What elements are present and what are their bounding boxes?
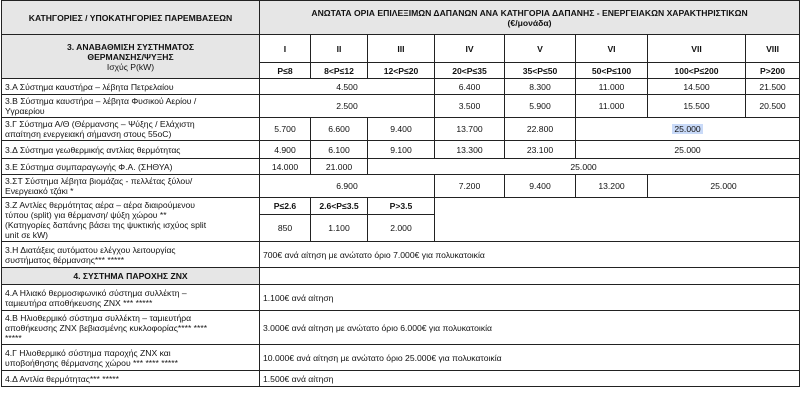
- row-3c-i: 5.700: [260, 118, 311, 141]
- row-3z-empty: [435, 198, 800, 242]
- row-4b: [2, 311, 800, 345]
- header-categories: ΚΑΤΗΓΟΡΙΕΣ / ΥΠΟΚΑΤΗΓΟΡΙΕΣ ΠΑΡΕΜΒΑΣΕΩΝ: [2, 1, 260, 35]
- row-3e: [2, 159, 800, 175]
- row-3z-v1: 850: [260, 215, 311, 242]
- row-3z-h3: P>3.5: [368, 198, 435, 215]
- row-3a-v: 8.300: [505, 79, 576, 95]
- row-3z: [2, 198, 800, 215]
- row-3b-iv: 3.500: [435, 95, 505, 118]
- row-3e-i: 14.000: [260, 159, 311, 175]
- row-3st-vii-viii: 25.000: [648, 175, 800, 198]
- range-V: 35<P≤50: [505, 63, 576, 79]
- row-3z-v2: 1.100: [311, 215, 368, 242]
- row-4b-label: 4.Β Ηλιοθερμικό σύστημα συλλέκτη – ταμιευτήρα αποθήκευσης ΖΝΧ βεβιασμένης κυκλοφορίας**** **** *****: [2, 311, 260, 345]
- row-3st-iv: 7.200: [435, 175, 505, 198]
- row-3st-v: 9.400: [505, 175, 576, 198]
- power-label: Ισχύς P(kW): [106, 61, 155, 72]
- row-3d-iii: 9.100: [368, 141, 435, 159]
- class-II: II: [311, 35, 368, 63]
- range-II: 8<P≤12: [311, 63, 368, 79]
- section3-title: 3. ΑΝΑΒΑΘΜΙΣΗ ΣΥΣΤΗΜΑΤΟΣ ΘΕΡΜΑΝΣΗΣ/ΨΥΞΗΣ Ισχύς P(kW): [2, 35, 260, 79]
- row-3a-viii: 21.500: [746, 79, 800, 95]
- row-3h-label: 3.Η Διατάξεις αυτόματου ελέγχου λειτουργίας συστήματος θέρμανσης*** *****: [2, 242, 260, 268]
- range-VII: 100<P≤200: [648, 63, 746, 79]
- row-3h-value: 700€ ανά αίτηση με ανώτατο όριο 7.000€ για πολυκατοικία: [260, 242, 800, 268]
- row-3b-i-iii: 2.500: [260, 95, 435, 118]
- row-4c-value: 10.000€ ανά αίτηση με ανώτατο όριο 25.000€ για πολυκατοικία: [260, 345, 800, 371]
- row-3a-label: 3.Α Σύστημα καυστήρα – λέβητα Πετρελαίου: [2, 79, 260, 95]
- row-3b-vi: 11.000: [576, 95, 648, 118]
- row-3b: [2, 95, 800, 118]
- row-4d-label: 4.Δ Αντλία θερμότητας*** *****: [2, 371, 260, 387]
- row-3d-i: 4.900: [260, 141, 311, 159]
- row-3d-label: 3.Δ Σύστημα γεωθερμικής αντλίας θερμότητας: [2, 141, 260, 159]
- row-3d-v: 23.100: [505, 141, 576, 159]
- row-4a-label: 4.Α Ηλιακό θερμοσιφωνικό σύστημα συλλέκτη – ταμιευτήρα αποθήκευσης ΖΝΧ *** *****: [2, 285, 260, 311]
- row-3c-vi-viii: 25.000: [576, 118, 800, 141]
- row-3d-iv: 13.300: [435, 141, 505, 159]
- row-3c-iii: 9.400: [368, 118, 435, 141]
- row-3a: [2, 79, 800, 95]
- class-VI: VI: [576, 35, 648, 63]
- row-4b-value: 3.000€ ανά αίτηση με ανώτατο όριο 6.000€ για πολυκατοικία: [260, 311, 800, 345]
- row-4a-value: 1.100€ ανά αίτηση: [260, 285, 800, 311]
- row-3st-i-iii: 6.900: [260, 175, 435, 198]
- class-IV: IV: [435, 35, 505, 63]
- row-3z-v3: 2.000: [368, 215, 435, 242]
- row-3st-vi: 13.200: [576, 175, 648, 198]
- row-4d: [2, 371, 800, 387]
- row-3b-v: 5.900: [505, 95, 576, 118]
- row-3d: [2, 141, 800, 159]
- row-3z-label: 3.Ζ Αντλίες θερμότητας αέρα – αέρα διαιρούμενου τύπου (split) για θέρμανση/ ψύξη χώρου ** (Κατηγορίες δαπάνης βάσει της ψυκτικής ισχύος split unit σε kW): [2, 198, 260, 242]
- row-3c-label: 3.Γ Σύστημα Α/Θ (Θέρμανσης – Ψύξης / Ελάχιστη απαίτηση ενεργειακή σήμανση στους 55oC): [2, 118, 260, 141]
- row-3b-viii: 20.500: [746, 95, 800, 118]
- row-3a-vii: 14.500: [648, 79, 746, 95]
- row-4a: [2, 285, 800, 311]
- row-3st-label: 3.ΣΤ Σύστημα λέβητα βιομάζας - πελλέτας ξύλου/ Ενεργειακό τζάκι *: [2, 175, 260, 198]
- subsidy-limits-table: [1, 0, 800, 387]
- row-3z-h2: 2.6<P≤3.5: [311, 198, 368, 215]
- row-3c: [2, 118, 800, 141]
- row-3d-ii: 6.100: [311, 141, 368, 159]
- row-3st: [2, 175, 800, 198]
- row-3e-rest: 25.000: [368, 159, 800, 175]
- row-3z-h1: P≤2.6: [260, 198, 311, 215]
- row-3b-label: 3.Β Σύστημα καυστήρα – λέβητα Φυσικού Αερίου / Υγραερίου: [2, 95, 260, 118]
- row-3c-iv: 13.700: [435, 118, 505, 141]
- row-4c: [2, 345, 800, 371]
- row-3h: [2, 242, 800, 268]
- section4-title: 4. ΣΥΣΤΗΜΑ ΠΑΡΟΧΗΣ ΖΝΧ: [2, 268, 260, 285]
- header-limits-unit: (€/μονάδα): [507, 17, 552, 28]
- row-3a-i-iii: 4.500: [260, 79, 435, 95]
- range-VI: 50<P≤100: [576, 63, 648, 79]
- class-VIII: VIII: [746, 35, 800, 63]
- row-4c-label: 4.Γ Ηλιοθερμικό σύστημα παροχής ΖΝΧ και υποβοήθησης θέρμανσης χώρου *** **** *****: [2, 345, 260, 371]
- row-3b-vii: 15.500: [648, 95, 746, 118]
- row-3c-v: 22.800: [505, 118, 576, 141]
- row-3d-vi-viii: 25.000: [576, 141, 800, 159]
- range-I: P≤8: [260, 63, 311, 79]
- class-III: III: [368, 35, 435, 63]
- section4-spacer: [260, 268, 800, 285]
- row-3e-ii: 21.000: [311, 159, 368, 175]
- row-3a-iv: 6.400: [435, 79, 505, 95]
- range-IV: 20<P≤35: [435, 63, 505, 79]
- range-III: 12<P≤20: [368, 63, 435, 79]
- class-VII: VII: [648, 35, 746, 63]
- class-I: I: [260, 35, 311, 63]
- range-VIII: P>200: [746, 63, 800, 79]
- row-3a-vi: 11.000: [576, 79, 648, 95]
- row-3c-ii: 6.600: [311, 118, 368, 141]
- class-V: V: [505, 35, 576, 63]
- row-3e-label: 3.Ε Σύστημα συμπαραγωγής Φ.Α. (ΣΗΘΥΑ): [2, 159, 260, 175]
- header-limits: [260, 1, 800, 35]
- header-limits-title: ΑΝΩΤΑΤΑ ΟΡΙΑ ΕΠΙΛΕΞΙΜΩΝ ΔΑΠΑΝΩΝ ΑΝΑ ΚΑΤΗΓΟΡΙΑ ΔΑΠΑΝΗΣ - ΕΝΕΡΓΕΙΑΚΩΝ ΧΑΡΑΚΤΗΡΙΣΤΙΚΩΝ: [311, 7, 748, 18]
- row-4d-value: 1.500€ ανά αίτηση: [260, 371, 800, 387]
